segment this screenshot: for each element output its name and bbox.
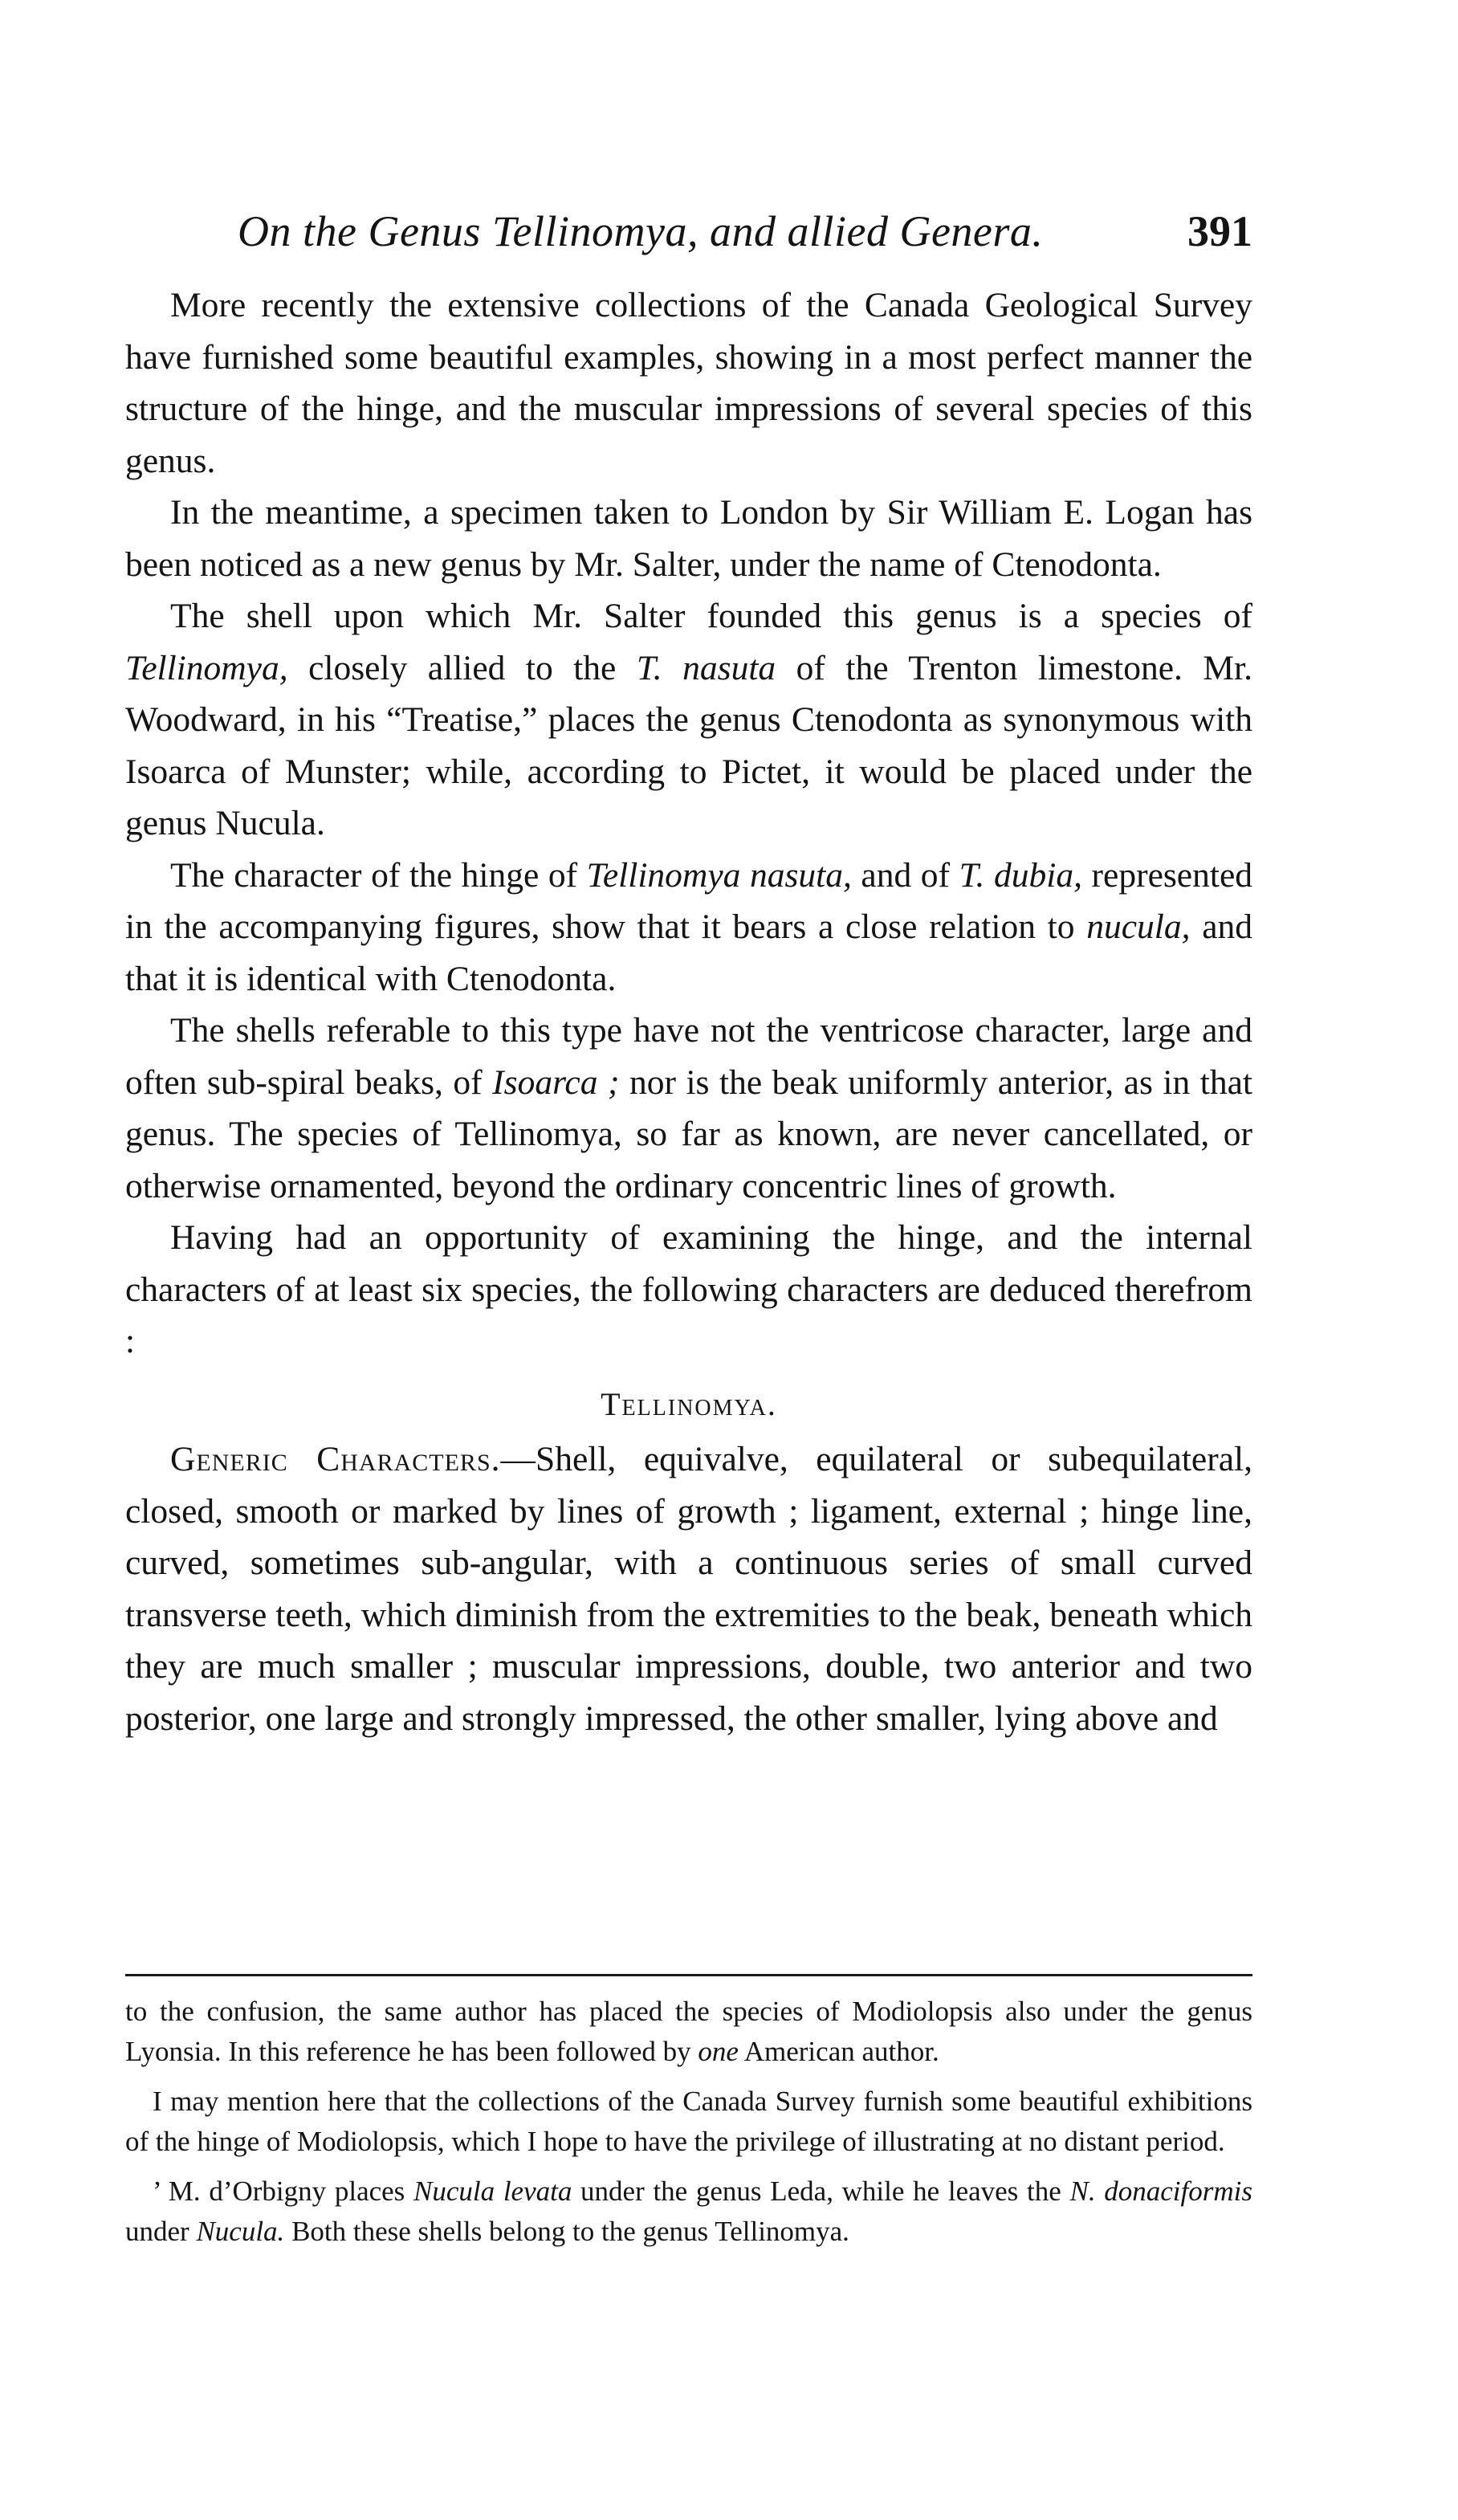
paragraph-2: In the meantime, a specimen taken to London by Sir William E. Logan has been noticed as a new genus by Mr. Salter, under the name of Ctenodonta. xyxy=(125,493,1252,584)
paragraph-3 xyxy=(125,590,1252,850)
running-head: On the Genus Tellinomya, and allied Genera. xyxy=(238,207,1044,255)
paragraph-7 xyxy=(125,1433,1252,1744)
paragraph-3-text: The shell upon which Mr. Salter founded this genus is a species of xyxy=(170,597,1252,635)
italic-genus-name: nucula, xyxy=(1086,907,1191,946)
footnote-1 xyxy=(125,1992,1252,2072)
paragraph-5 xyxy=(125,1005,1252,1212)
paragraph-4 xyxy=(125,850,1252,1005)
italic-word: one xyxy=(698,2036,739,2067)
italic-species-name: T. dubia, xyxy=(959,855,1082,895)
italic-genus-name: Nucula. xyxy=(196,2216,285,2247)
paragraph-1: More recently the extensive collections of the Canada Geological Survey have furnished some beautiful examples, showing in a most perfect manner the structure of the hinge, and the muscular impressions of several species of this genus. xyxy=(125,286,1252,480)
footnotes xyxy=(125,1992,1252,2261)
footnote-divider xyxy=(125,1974,1252,1976)
paragraph-5-text: The shells referable to this type have not the ventricose character, large and often sub-spiral beaks, of xyxy=(125,1011,1252,1102)
paragraph-7-text: —Shell, equivalve, equilateral or subequilateral, closed, smooth or marked by lines of growth ; ligament, external ; hinge line, curved, sometimes sub-angular, with a continuous series of small curved transverse teeth, which diminish from the extremities to the beak, beneath which they are much smaller ; muscular impressions, double, two anterior and two posterior, one large and strongly impressed, the other smaller, lying above and xyxy=(125,1440,1252,1738)
footnote-3-text: M. d’Orbigny places xyxy=(160,2175,414,2207)
paragraph-4-text: and of xyxy=(851,855,959,895)
italic-species-name: Nucula levata xyxy=(413,2175,572,2207)
footnote-1-text: to the confusion, the same author has placed the species of Modiolopsis also under the genus Lyonsia. In this reference he has been followed by xyxy=(125,1996,1252,2067)
italic-species-name: Tellinomya nasuta, xyxy=(586,855,852,895)
paragraph-4-text: The character of the hinge of xyxy=(170,855,587,895)
footnote-2: I may mention here that the collections of the Canada Survey furnish some beautiful exhibitions of the hinge of Modiolopsis, which I hope to have the privilege of illustrating at no distant period. xyxy=(125,2086,1252,2157)
section-heading: Tellinomya. xyxy=(601,1385,777,1422)
paragraph-3-text: closely allied to the xyxy=(287,648,637,687)
paragraph-3-text: of the Trenton limestone. Mr. Woodward, in his “Treatise,” places the genus Ctenodonta as synonymous with Isoarca of Munster; while, according to Pictet, it would be placed under the genus Nucula. xyxy=(125,648,1252,842)
footnote-1-text: American author. xyxy=(738,2036,939,2067)
main-text xyxy=(125,279,1252,1744)
paragraph-4-text: represented in the accompanying figures, show that it bears a close relation to xyxy=(125,855,1253,946)
footnote-3-text: under xyxy=(125,2216,197,2247)
italic-genus-name: Isoarca ; xyxy=(492,1062,620,1102)
paragraph-5-text: nor is the beak uniformly anterior, as in that genus. The species of Tellinomya, so far as known, are never cancellated, or otherwise ornamented, beyond the ordinary concentric lines of growth. xyxy=(125,1062,1253,1205)
paragraph-6: Having had an opportunity of examining the hinge, and the internal characters of at least six species, the following characters are deduced therefrom : xyxy=(125,1218,1252,1360)
footnote-3 xyxy=(125,2171,1252,2252)
generic-characters-label: Generic Characters. xyxy=(170,1440,501,1478)
page-number: 391 xyxy=(1187,207,1252,255)
footnote-3-text: Both these shells belong to the genus Tellinomya. xyxy=(284,2216,849,2247)
italic-species-name: N. donaciformis xyxy=(1069,2175,1252,2207)
footnote-3-mark: ’ xyxy=(153,2175,161,2207)
page-header xyxy=(238,202,1252,260)
paragraph-4-text: and that it is identical with Ctenodonta. xyxy=(125,907,1252,998)
italic-species-name: T. nasuta xyxy=(636,648,776,687)
italic-genus-name: Tellinomya, xyxy=(125,648,288,687)
footnote-3-text: under the genus Leda, while he leaves the xyxy=(572,2175,1070,2207)
